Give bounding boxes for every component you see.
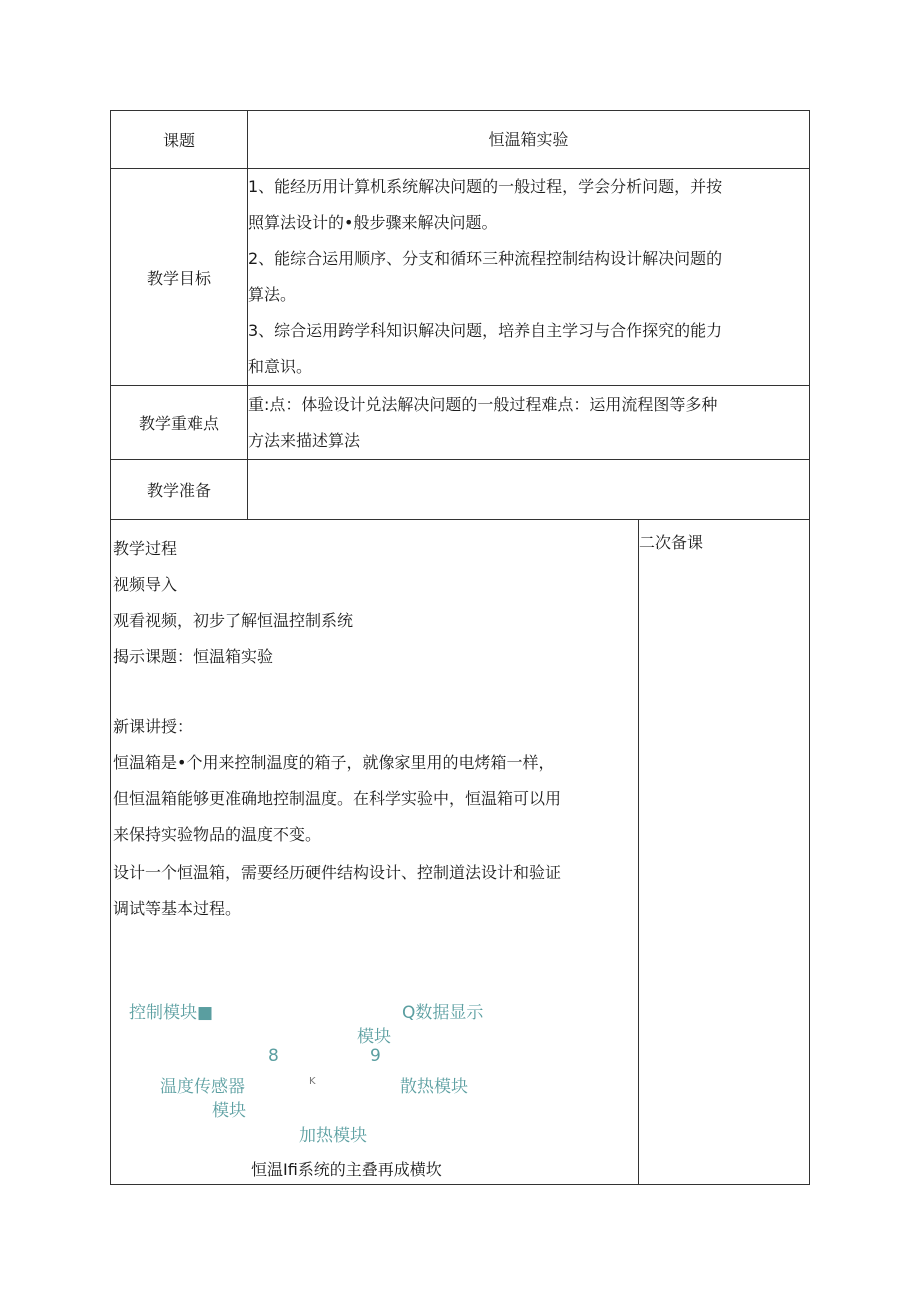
lesson-info-table xyxy=(110,110,810,520)
process-line: 调试等基本过程。 xyxy=(113,899,242,918)
key-label: 教学重难点 xyxy=(111,386,248,460)
goal-line: 1、能经历用计算机系统解决问题的一般过程，学会分析问题，并按 xyxy=(248,177,723,196)
process-main-column xyxy=(111,520,639,1184)
diagram-k-mark: K xyxy=(309,1076,316,1087)
prep-label: 教学准备 xyxy=(111,460,248,520)
process-line: 来保持实验物品的温度不变。 xyxy=(113,825,322,844)
process-line: 设计一个恒温箱，需要经历硬件结构设计、控制道法设计和验证 xyxy=(113,863,562,882)
prep-value xyxy=(248,460,810,520)
process-line: 视频导入 xyxy=(113,575,178,594)
goal-text xyxy=(248,169,810,386)
control-module-label: 控制模块■ xyxy=(129,1003,214,1023)
process-line: 但恒温箱能够更准确地控制温度。在科学实验中，恒温箱可以用 xyxy=(113,789,562,808)
topic-row xyxy=(111,111,810,169)
goal-line: 3、综合运用跨学科知识解决问题，培养自主学习与合作探究的能力 xyxy=(248,321,723,340)
heating-module-label: 加热模块 xyxy=(299,1126,367,1146)
goal-line: 照算法设计的•般步骤来解决问题。 xyxy=(248,213,498,232)
sensor-module-label: 温度传感器 xyxy=(160,1077,245,1097)
sensor-module-label-2: 模块 xyxy=(212,1101,246,1121)
key-line: 重:点：体验设计兑法解决问题的一般过程难点：运用流程图等多种 xyxy=(248,394,718,414)
process-section xyxy=(110,520,810,1185)
diagram-number-9: 9 xyxy=(370,1046,381,1066)
key-line: 方法来描述算法 xyxy=(248,430,361,450)
display-module-label: Q数据显示 xyxy=(402,1003,484,1023)
goal-line: 和意识。 xyxy=(248,357,313,376)
goal-line: 算法。 xyxy=(248,285,297,304)
goal-line: 2、能综合运用顺序、分支和循环三种流程控制结构设计解决问题的 xyxy=(248,249,723,268)
prep-row xyxy=(111,460,810,520)
process-line: 新课讲授： xyxy=(113,717,194,736)
goal-label: 教学目标 xyxy=(111,169,248,386)
process-line: 教学过程 xyxy=(113,539,178,558)
lesson-plan-sheet xyxy=(110,110,810,1185)
key-text xyxy=(248,386,810,460)
diagram-caption: 恒温Ifi系统的主叠再成横坎 xyxy=(251,1160,442,1179)
second-prep-label: 二次备课 xyxy=(639,533,704,552)
process-line: 揭示课题：恒温箱实验 xyxy=(113,647,274,666)
topic-value: 恒温箱实验 xyxy=(488,129,569,149)
display-module-label-2: 模块 xyxy=(357,1027,391,1047)
process-line: 恒温箱是•个用来控制温度的箱子，就像家里用的电烤箱一样， xyxy=(113,753,555,772)
topic-label: 课题 xyxy=(111,111,248,169)
diagram-number-8: 8 xyxy=(268,1046,279,1066)
process-line: 观看视频，初步了解恒温控制系统 xyxy=(113,611,354,630)
key-row xyxy=(111,386,810,460)
cooling-module-label: 散热模块 xyxy=(400,1077,468,1097)
goal-row xyxy=(111,169,810,386)
